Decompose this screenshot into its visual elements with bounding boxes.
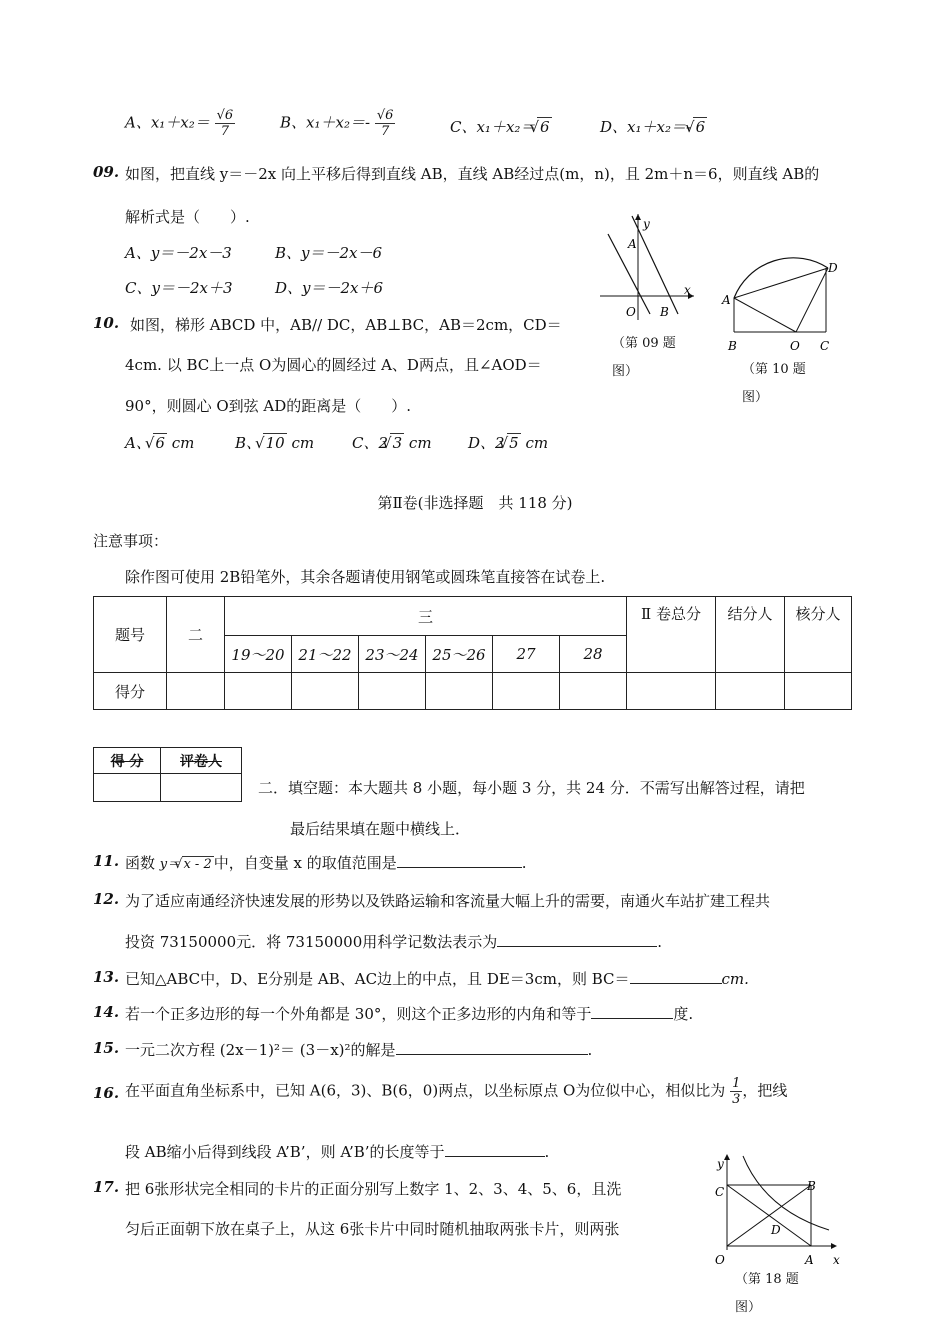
score-table-subcol: 21～22: [292, 636, 359, 673]
line-ab: [632, 216, 678, 314]
segment-ao: [734, 298, 796, 332]
score-table-subcol: 28: [560, 636, 627, 673]
q17-text-1: 把 6张形状完全相同的卡片的正面分别写上数字 1、2、3、4、5、6，且洗: [125, 1180, 622, 1198]
q09-figure: [598, 210, 698, 325]
label-x: x: [684, 283, 691, 297]
q13-number: 13.: [93, 968, 120, 986]
label-b: B: [660, 305, 669, 319]
score-cell: [493, 673, 560, 710]
section2-instructions-2: 最后结果填在题中横线上．: [290, 820, 471, 838]
label-c: C: [715, 1185, 725, 1199]
score-cell: [560, 673, 627, 710]
label-o: O: [626, 305, 636, 319]
x-axis-arrow: [831, 1243, 837, 1249]
score-cell: [167, 673, 225, 710]
label-y: y: [717, 1157, 724, 1171]
q09-text-2: 解析式是（ ）.: [125, 208, 250, 226]
label-b: B: [807, 1179, 816, 1193]
q08-option-b: B、x₁＋x₂＝- $\frac{√6}{7}$: [280, 108, 394, 139]
label-o: O: [715, 1253, 725, 1267]
q11-text: 函数 y＝√ x - 2 中，自变量 x 的取值范围是 .: [125, 852, 527, 873]
label-x: x: [833, 1253, 840, 1267]
label-c: C: [820, 339, 830, 353]
hyperbola-curve: [743, 1156, 829, 1230]
score-cell: [716, 673, 785, 710]
q10-option-c: C、2√ 3 cm: [352, 432, 432, 453]
q12-text-1: 为了适应南通经济快速发展的形势以及铁路运输和客流量大幅上升的需要，南通火车站扩建工程共: [125, 892, 771, 910]
q09-option-c: C、y＝－2x＋3: [125, 279, 233, 297]
q18-figure-caption: （第 18 题图）: [735, 1272, 799, 1315]
segment-ad: [734, 268, 828, 298]
q17-text-2: 匀后正面朝下放在桌子上，从这 6张卡片中同时随机抽取两张卡片，则两张: [125, 1220, 620, 1238]
q10-figure-caption: （第 10 题图）: [742, 362, 806, 405]
score-cell: [225, 673, 292, 710]
grader-score-label: 得 分: [94, 748, 161, 774]
label-a: A: [722, 293, 731, 307]
q17-number: 17.: [93, 1178, 120, 1196]
q10-text-2: 4cm. 以 BC上一点 O为圆心的圆经过 A、D两点，且∠AOD＝: [125, 356, 542, 374]
score-table-subcol: 27: [493, 636, 560, 673]
label-d: D: [771, 1223, 781, 1237]
q13-answer-blank[interactable]: [630, 969, 722, 984]
label-a: A: [628, 237, 637, 251]
q11-answer-blank[interactable]: [397, 853, 522, 868]
label-b: B: [728, 339, 737, 353]
q18-figure: [705, 1150, 845, 1270]
score-table-col-three: 三: [225, 597, 627, 636]
q10-option-b: B、√ 10 cm: [235, 432, 314, 453]
score-table: [93, 596, 852, 710]
q16-text-1: 在平面直角坐标系中，已知 A(6，3)、B(6，0)两点，以坐标原点 O为位似中心，相似比为 $\frac{1}{3}$ ，把线: [125, 1076, 788, 1107]
score-table-scorer: 结分人: [716, 597, 785, 673]
score-table-subcol: 23～24: [359, 636, 426, 673]
q11-number: 11.: [93, 852, 120, 870]
q09-option-d: D、y＝－2x＋6: [275, 279, 384, 297]
q08-option-d: D、x₁＋x₂＝-√ 6: [600, 116, 707, 137]
part2-heading: 第Ⅱ卷(非选择题 共 118 分): [377, 494, 573, 512]
score-table-subcol: 25～26: [426, 636, 493, 673]
q12-number: 12.: [93, 890, 120, 908]
grader-score-cell: [94, 774, 161, 802]
score-cell: [426, 673, 493, 710]
score-table-subcol: 19～20: [225, 636, 292, 673]
q10-option-a: A、√ 6 cm: [125, 432, 194, 453]
q08-option-a: A、x₁＋x₂＝ $\frac{√6}{7}$: [125, 108, 234, 139]
score-table-row-header: 题号: [94, 597, 167, 673]
q14-text: 若一个正多边形的每一个外角都是 30°，则这个正多边形的内角和等于 度.: [125, 1005, 694, 1023]
q10-figure: [718, 250, 848, 355]
q12-text-2: 投资 73150000元．将 73150000用科学记数法表示为 .: [125, 933, 663, 951]
q10-number: 10.: [93, 314, 120, 332]
q12-answer-blank[interactable]: [497, 932, 657, 947]
q13-text: 已知△ABC中，D、E分别是 AB、AC边上的中点，且 DE＝3cm，则 BC＝ cm.: [125, 970, 749, 988]
score-table-checker: 核分人: [785, 597, 852, 673]
q16-number: 16.: [93, 1084, 120, 1102]
notice-text: 除作图可使用 2B铅笔外，其余各题请使用钢笔或圆珠笔直接答在试卷上.: [125, 568, 606, 586]
score-table-col-two: 二: [167, 597, 225, 673]
grader-table: [93, 747, 242, 802]
q14-number: 14.: [93, 1003, 120, 1021]
notice-title: 注意事项：: [93, 532, 169, 550]
q16-answer-blank[interactable]: [445, 1142, 545, 1157]
q14-answer-blank[interactable]: [591, 1004, 673, 1019]
circle-arc: [734, 258, 828, 298]
q10-text-1: 如图，梯形 ABCD 中，AB// DC，AB⊥BC，AB＝2cm，CD＝: [130, 316, 562, 334]
q09-option-a: A、y＝－2x－3: [125, 244, 232, 262]
grader-reviewer-cell: [161, 774, 242, 802]
q08-option-c: C、x₁＋x₂＝√ 6: [450, 116, 552, 137]
q15-answer-blank[interactable]: [396, 1040, 588, 1055]
q10-text-3: 90°，则圆心 O到弦 AD的距离是（ ）.: [125, 397, 412, 415]
segment-do: [796, 268, 828, 332]
q15-number: 15.: [93, 1039, 120, 1057]
label-a: A: [805, 1253, 814, 1267]
q09-text: 如图，把直线 y＝－2x 向上平移后得到直线 AB，直线 AB经过点(m，n)，且 2m＋n＝6，则直线 AB的: [125, 165, 820, 183]
q15-text: 一元二次方程 (2x－1)²＝ (3－x)²的解是 .: [125, 1041, 593, 1059]
q09-number: 09.: [93, 163, 120, 181]
grader-reviewer-label: 评卷人: [161, 748, 242, 774]
score-table-score-label: 得分: [94, 673, 167, 710]
score-cell: [359, 673, 426, 710]
label-o: O: [790, 339, 800, 353]
q10-option-d: D、2√ 5 cm: [468, 432, 548, 453]
label-d: D: [828, 261, 838, 275]
score-cell: [785, 673, 852, 710]
q09-option-b: B、y＝－2x－6: [275, 244, 383, 262]
score-table-total: Ⅱ 卷总分: [627, 597, 716, 673]
q09-figure-caption: （第 09 题图）: [612, 336, 676, 379]
label-y: y: [643, 217, 650, 231]
q16-text-2: 段 AB缩小后得到线段 A’B’，则 A’B’的长度等于 .: [125, 1143, 550, 1161]
score-cell: [292, 673, 359, 710]
score-cell: [627, 673, 716, 710]
section2-instructions: 二．填空题：本大题共 8 小题，每小题 3 分，共 24 分．不需写出解答过程，请把: [258, 779, 805, 797]
y-axis-arrow: [635, 214, 641, 220]
y-axis-arrow: [724, 1154, 730, 1160]
